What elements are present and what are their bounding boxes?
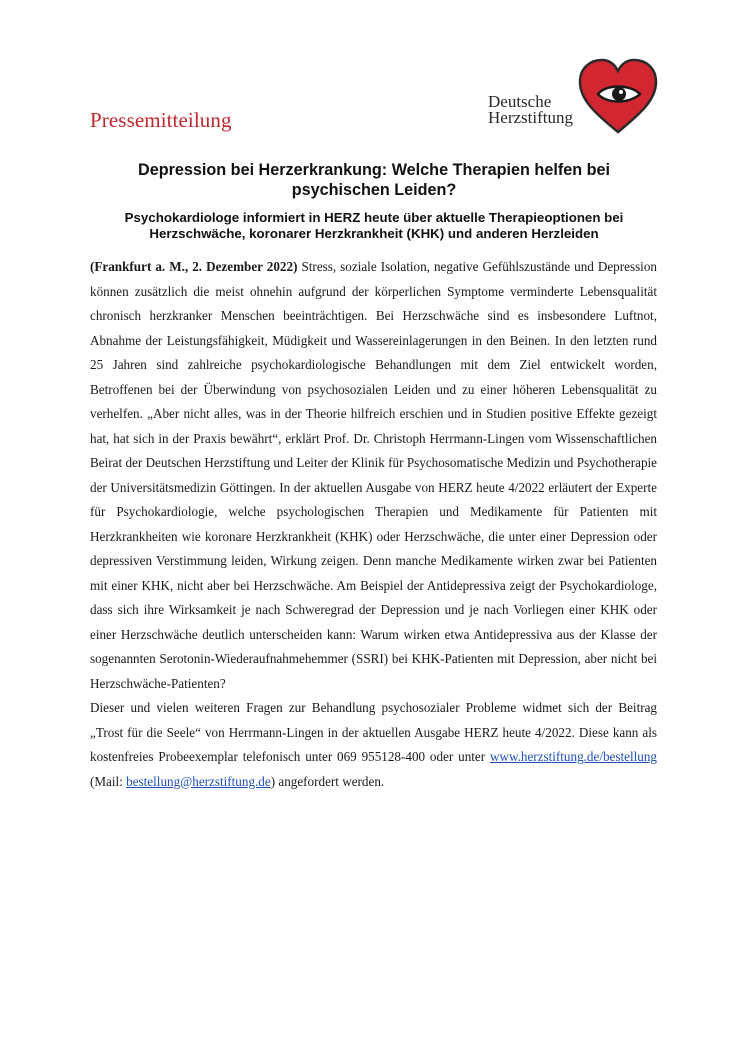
order-link[interactable]: www.herzstiftung.de/bestellung [489,749,657,764]
article-body [90,255,657,794]
paragraph-2-end: ) angefordert werden. [270,773,385,789]
logo-line-2: Herzstiftung [488,108,573,127]
paragraph-2 [90,696,657,794]
dateline: (Frankfurt a. M., 2. Dezember 2022) [90,259,298,274]
herzstiftung-logo [484,56,660,140]
subheadline: Psychokardiologe informiert in HERZ heute über aktuelle Therapieoptionen bei Herzschwäche, koronarer Herzkrankheit (KHK) und anderen Herzleiden [124,210,624,241]
headline: Depression bei Herzerkrankung: Welche Therapien helfen bei psychischen Leiden? [138,161,610,199]
press-release-label: Pressemitteilung [90,108,232,132]
mail-link[interactable]: bestellung@herzstiftung.de [126,773,271,789]
paragraph-2-text: Dieser und vielen weiteren Fragen zur Behandlung psychosozialer Probleme widmet sich der Beitrag „Trost für die Seele“ von Herrmann-Lingen in der aktuellen Ausgabe HERZ heute 4/2022. Diese kann als kostenfreies Probeexemplar telefonisch unter 069 955128-400 oder unter [90,700,657,764]
heart-eye-logo-icon [576,56,660,136]
paragraph-1-text: Stress, soziale Isolation, negative Gefühlszustände und Depression können zusätzlich die meist ohnehin aufgrund der körperlichen Symptome verminderte Lebensqualität chronisch herzkranker Menschen beeinträchtigen. Bei Herzschwäche sind es insbesondere Luftnot, Abnahme der Leistungsfähigkeit, Müdigkeit und Wassereinlagerungen in den Beinen. In den letzten rund 25 Jahren sind zahlreiche psychokardiologische Behandlungen mit dem Ziel entwickelt worden, Betroffenen bei der Überwindung von psychosozialen Leiden und zu einer höheren Lebensqualität zu verhelfen. „Aber nicht alles, was in der Theorie hilfreich erschien und in Studien positive Effekte gezeigt hat, hat sich in der Praxis bewährt“, erklärt Prof. Dr. Christoph Herrmann-Lingen vom Wissenschaftlichen Beirat der Deutschen Herzstiftung und Leiter der Klinik für Psychosomatische Medizin und Psychotherapie der Universitätsmedizin Göttingen. In der aktuellen Ausgabe von HERZ heute 4/2022 erläutert der Experte für Psychokardiologie, welche psychologischen Therapien und Medikamente für Patienten mit Herzkrankheiten wie koronare Herzkrankheit (KHK) oder Herzschwäche, die unter einer Depression oder depressiven Verstimmung leiden, Wirkung zeigen. Denn manche Medikamente wirken zwar bei Patienten mit einer KHK, nicht aber bei Herzschwäche. Am Beispiel der Antidepressiva zeigt der Psychokardiologe, dass sich ihre Wirksamkeit je nach Schweregrad der Depression und je nach Vorliegen einer KHK oder einer Herzschwäche deutlich unterscheiden kann: Warum wirken etwa Antidepressiva aus der Klasse der sogenannten Serotonin-Wiederaufnahmehemmer (SSRI) bei KHK-Patienten mit Depression, aber nicht bei Herzschwäche-Patienten? [90,259,657,691]
paragraph-1 [90,255,657,696]
logo-wordmark [488,94,573,126]
mail-prefix: (Mail: [90,773,127,789]
logo-line-1: Deutsche [488,92,552,111]
